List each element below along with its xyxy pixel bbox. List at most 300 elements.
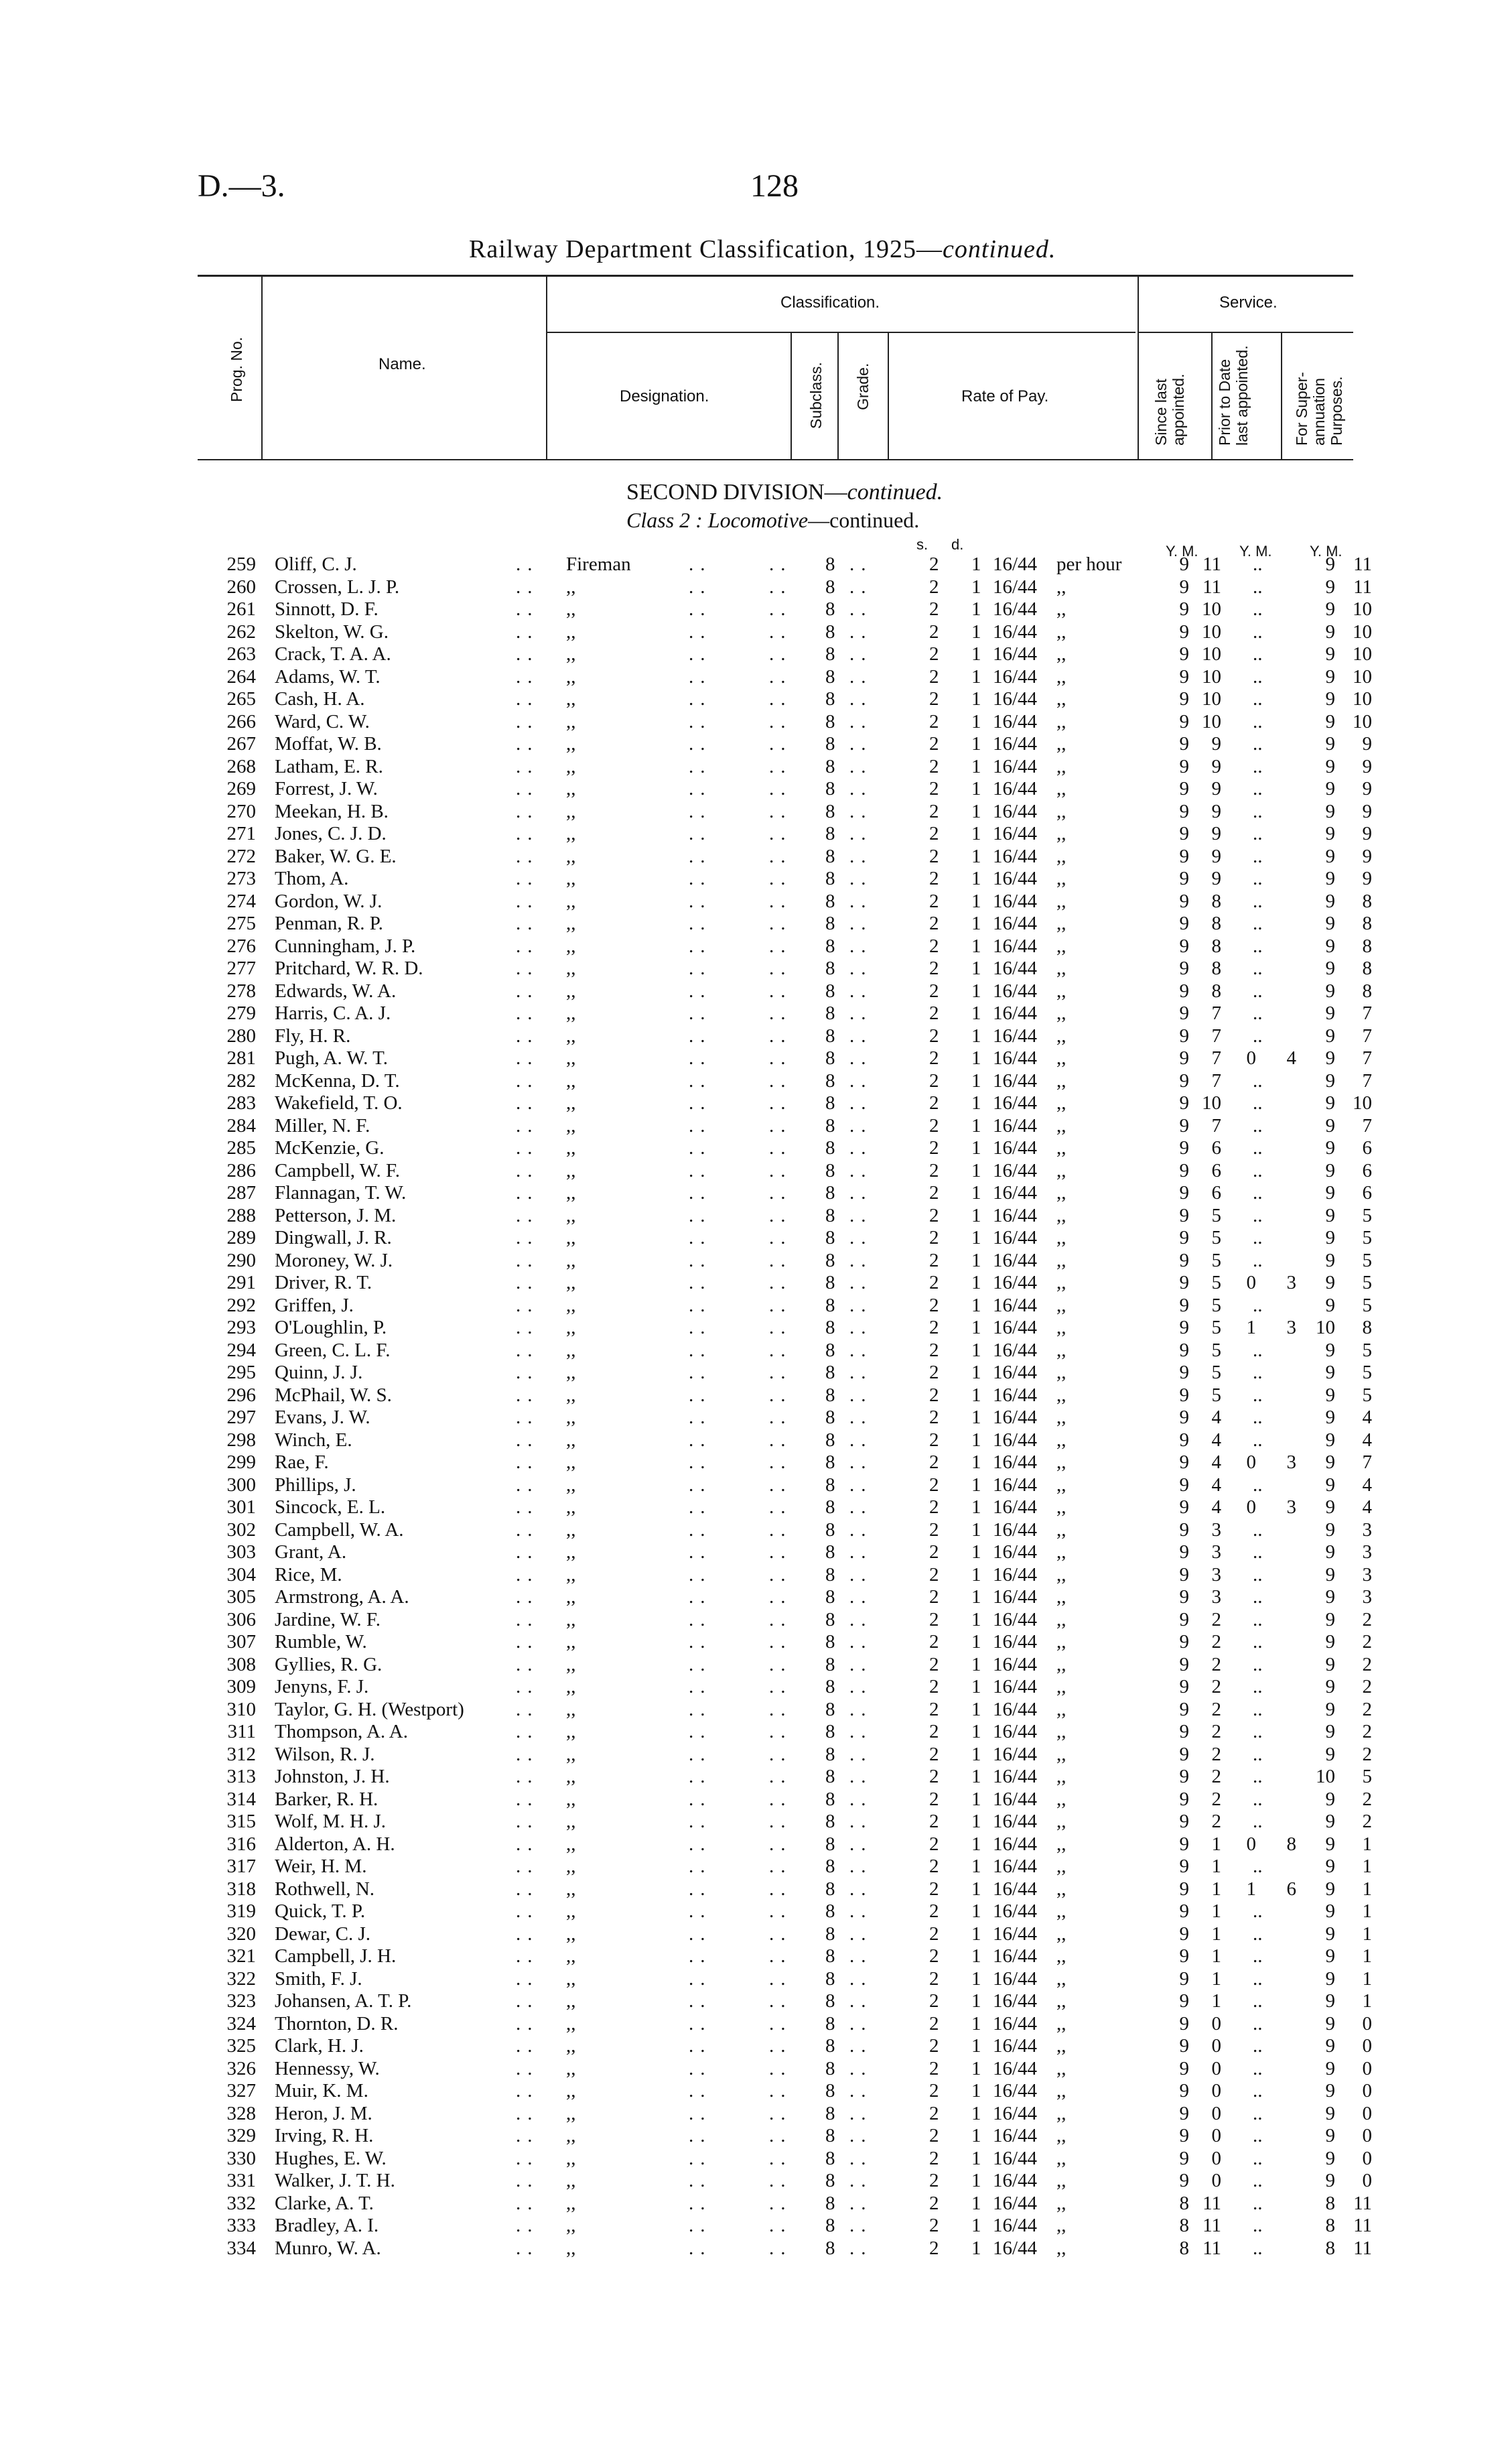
since-months: 0 — [1211, 2035, 1221, 2057]
table-row — [0, 1002, 1512, 1025]
table-row — [0, 1496, 1512, 1519]
leader-dots: .. — [516, 1384, 539, 1406]
subclass: 8 — [825, 2035, 835, 2057]
leader-dots: .. — [516, 1002, 539, 1024]
leader-dots: .. — [849, 1227, 873, 1248]
rate-pence: 1 — [971, 1900, 981, 1922]
employee-name: Gyllies, R. G. — [275, 1653, 383, 1675]
rate-pence: 1 — [971, 1698, 981, 1720]
rate-shillings: 2 — [929, 1496, 939, 1518]
leader-dots: .. — [769, 1272, 793, 1293]
super-months: 5 — [1362, 1227, 1372, 1248]
super-years: 9 — [1325, 1429, 1335, 1451]
prior-none: .. — [1253, 1541, 1263, 1563]
rate-unit: ,, — [1056, 665, 1067, 688]
rate-fraction: 16/44 — [993, 1429, 1038, 1451]
employee-name: Oliff, C. J. — [275, 554, 357, 575]
table-row — [0, 958, 1512, 980]
subclass: 8 — [825, 576, 835, 598]
subclass: 8 — [825, 1249, 835, 1271]
leader-dots: .. — [769, 643, 793, 665]
super-months: 1 — [1362, 1878, 1372, 1900]
prior-none: .. — [1253, 1586, 1263, 1608]
subclass: 8 — [825, 710, 835, 732]
leader-dots: .. — [849, 1676, 873, 1697]
since-years: 9 — [1179, 755, 1189, 777]
table-row — [0, 1137, 1512, 1160]
since-months: 1 — [1211, 1945, 1221, 1967]
rate-unit: ,, — [1056, 1766, 1067, 1787]
subclass: 8 — [825, 1474, 835, 1496]
leader-dots: .. — [516, 1563, 539, 1585]
since-months: 1 — [1211, 1833, 1221, 1855]
rate-fraction: 16/44 — [993, 1967, 1038, 1990]
prog-no: 294 — [226, 1339, 256, 1361]
since-months: 3 — [1211, 1563, 1221, 1585]
rate-fraction: 16/44 — [993, 778, 1038, 799]
super-years: 9 — [1325, 1721, 1335, 1742]
rate-unit: ,, — [1056, 1317, 1067, 1338]
since-years: 9 — [1179, 1653, 1189, 1675]
table-row — [0, 1900, 1512, 1923]
rate-pence: 1 — [971, 1047, 981, 1069]
employee-name: Campbell, W. A. — [275, 1518, 404, 1541]
since-months: 11 — [1202, 554, 1221, 575]
employee-name: Miller, N. F. — [275, 1114, 370, 1137]
rate-fraction: 16/44 — [993, 643, 1038, 665]
leader-dots: .. — [689, 1676, 712, 1697]
table-row — [0, 1631, 1512, 1654]
subclass: 8 — [825, 1047, 835, 1069]
leader-dots: .. — [849, 1002, 873, 1024]
leader-dots: .. — [849, 1496, 873, 1518]
super-months: 2 — [1362, 1811, 1372, 1832]
designation: ,, — [566, 1339, 576, 1361]
leader-dots: .. — [769, 1092, 793, 1114]
rate-pence: 1 — [971, 1788, 981, 1810]
leader-dots: .. — [516, 1856, 539, 1877]
super-years: 9 — [1325, 1586, 1335, 1608]
rate-pence: 1 — [971, 2237, 981, 2259]
leader-dots: .. — [689, 1025, 712, 1047]
since-months: 9 — [1211, 800, 1221, 822]
leader-dots: .. — [769, 1249, 793, 1271]
leader-dots: .. — [769, 1429, 793, 1451]
prog-no: 259 — [226, 554, 256, 575]
rate-unit: ,, — [1056, 1092, 1067, 1114]
designation: ,, — [566, 1092, 576, 1114]
super-months: 10 — [1353, 621, 1372, 643]
prog-no: 327 — [226, 2080, 256, 2101]
super-years: 9 — [1325, 935, 1335, 957]
rate-shillings: 2 — [929, 890, 939, 912]
rate-fraction: 16/44 — [993, 1384, 1038, 1406]
rate-unit: ,, — [1056, 1563, 1067, 1585]
subclass: 8 — [825, 1788, 835, 1810]
prior-none: .. — [1253, 1227, 1263, 1248]
leader-dots: .. — [516, 913, 539, 934]
employee-name: Rae, F. — [275, 1451, 329, 1473]
rate-pence: 1 — [971, 1945, 981, 1967]
since-years: 9 — [1179, 2170, 1189, 2191]
employee-name: Flannagan, T. W. — [275, 1182, 407, 1204]
prog-no: 311 — [227, 1721, 256, 1742]
subclass: 8 — [825, 1923, 835, 1945]
leader-dots: .. — [849, 2125, 873, 2146]
leader-dots: .. — [849, 1721, 873, 1742]
subclass: 8 — [825, 1092, 835, 1114]
prog-no: 264 — [226, 665, 256, 688]
super-years: 9 — [1325, 621, 1335, 643]
rate-shillings: 2 — [929, 1676, 939, 1697]
prior-none: .. — [1253, 1002, 1263, 1024]
table-row — [0, 2080, 1512, 2103]
employee-name: Wilson, R. J. — [275, 1743, 375, 1765]
leader-dots: .. — [769, 598, 793, 620]
subclass: 8 — [825, 1721, 835, 1742]
leader-dots: .. — [769, 1900, 793, 1922]
prior-none: .. — [1253, 2012, 1263, 2034]
subclass: 8 — [825, 1743, 835, 1765]
since-months: 10 — [1202, 688, 1221, 710]
since-months: 3 — [1211, 1586, 1221, 1608]
rate-pence: 1 — [971, 1204, 981, 1226]
rate-unit: ,, — [1056, 1429, 1067, 1451]
leader-dots: .. — [516, 1092, 539, 1114]
leader-dots: .. — [516, 1900, 539, 1922]
employee-name: O'Loughlin, P. — [275, 1317, 387, 1338]
super-years: 9 — [1325, 1608, 1335, 1630]
prior-none: .. — [1253, 1743, 1263, 1765]
prog-no: 304 — [226, 1563, 256, 1585]
super-months: 0 — [1362, 2147, 1372, 2169]
subclass: 8 — [825, 1653, 835, 1675]
prior-none: .. — [1253, 823, 1263, 844]
leader-dots: .. — [689, 1070, 712, 1092]
prior-none: .. — [1253, 1407, 1263, 1428]
rate-unit: ,, — [1056, 958, 1067, 979]
leader-dots: .. — [689, 2192, 712, 2214]
employee-name: Fly, H. R. — [275, 1025, 351, 1047]
leader-dots: .. — [849, 1451, 873, 1473]
since-years: 8 — [1179, 2237, 1189, 2259]
prog-no: 285 — [226, 1137, 256, 1159]
prior-none: .. — [1253, 2170, 1263, 2191]
designation: ,, — [566, 1204, 576, 1226]
leader-dots: .. — [516, 665, 539, 688]
leader-dots: .. — [769, 1070, 793, 1092]
prog-no: 330 — [226, 2147, 256, 2169]
leader-dots: .. — [849, 1945, 873, 1967]
rate-unit: ,, — [1056, 868, 1067, 889]
super-months: 10 — [1353, 643, 1372, 665]
col-divider-2 — [546, 275, 547, 460]
leader-dots: .. — [689, 1856, 712, 1877]
rate-unit: ,, — [1056, 1811, 1067, 1832]
subclass: 8 — [825, 1631, 835, 1653]
leader-dots: .. — [689, 1272, 712, 1293]
leader-dots: .. — [769, 2170, 793, 2191]
leader-dots: .. — [516, 643, 539, 665]
leader-dots: .. — [849, 1698, 873, 1720]
leader-dots: .. — [516, 1541, 539, 1563]
rate-pence: 1 — [971, 1159, 981, 1181]
rate-unit: per hour — [1056, 554, 1122, 575]
since-months: 0 — [1211, 2012, 1221, 2034]
prior-none: .. — [1253, 913, 1263, 934]
rate-pence: 1 — [971, 1227, 981, 1248]
prog-no: 317 — [226, 1856, 256, 1877]
prog-no: 329 — [226, 2125, 256, 2146]
prior-none: .. — [1253, 1182, 1263, 1204]
rate-shillings: 2 — [929, 598, 939, 620]
since-years: 9 — [1179, 1631, 1189, 1653]
super-months: 0 — [1362, 2102, 1372, 2124]
rate-unit: ,, — [1056, 1878, 1067, 1900]
employee-name: Cunningham, J. P. — [275, 935, 416, 957]
prog-no: 260 — [226, 576, 256, 598]
prog-no: 328 — [226, 2102, 256, 2124]
subclass: 8 — [825, 665, 835, 688]
leader-dots: .. — [516, 778, 539, 799]
leader-dots: .. — [689, 845, 712, 867]
rate-shillings: 2 — [929, 1856, 939, 1877]
prior-years: 0 — [1246, 1833, 1256, 1855]
rate-shillings: 2 — [929, 710, 939, 732]
leader-dots: .. — [516, 576, 539, 598]
leader-dots: .. — [689, 1833, 712, 1855]
prog-no: 274 — [226, 890, 256, 912]
table-row — [0, 1474, 1512, 1497]
designation: ,, — [566, 755, 576, 777]
designation: ,, — [566, 1182, 576, 1204]
prior-none: .. — [1253, 598, 1263, 620]
super-months: 7 — [1362, 1002, 1372, 1024]
rate-pence: 1 — [971, 1384, 981, 1406]
rate-shillings: 2 — [929, 1900, 939, 1922]
prior-none: .. — [1253, 1945, 1263, 1967]
prog-no: 283 — [226, 1092, 256, 1114]
prog-no: 292 — [226, 1294, 256, 1316]
prog-no: 319 — [226, 1900, 256, 1922]
employee-name: Munro, W. A. — [275, 2237, 381, 2259]
rate-shillings: 2 — [929, 1608, 939, 1630]
prog-no: 300 — [226, 1474, 256, 1496]
super-years: 10 — [1316, 1317, 1335, 1338]
since-years: 9 — [1179, 554, 1189, 575]
subclass: 8 — [825, 1990, 835, 2012]
leader-dots: .. — [849, 1114, 873, 1137]
employee-name: Cash, H. A. — [275, 688, 365, 710]
rate-fraction: 16/44 — [993, 1025, 1038, 1047]
super-months: 4 — [1362, 1407, 1372, 1428]
rate-shillings: 2 — [929, 2237, 939, 2259]
leader-dots: .. — [689, 1249, 712, 1271]
rate-pence: 1 — [971, 2102, 981, 2124]
since-months: 0 — [1211, 2102, 1221, 2124]
super-years: 9 — [1325, 800, 1335, 822]
rate-fraction: 16/44 — [993, 980, 1038, 1002]
prog-no: 306 — [226, 1608, 256, 1630]
subclass: 8 — [825, 1227, 835, 1248]
rate-shillings: 2 — [929, 2057, 939, 2079]
rate-fraction: 16/44 — [993, 1945, 1038, 1967]
leader-dots: .. — [689, 1900, 712, 1922]
designation: ,, — [566, 1317, 576, 1338]
rate-unit: ,, — [1056, 1182, 1067, 1204]
division-heading — [626, 480, 943, 505]
rate-unit: ,, — [1056, 755, 1067, 777]
rate-pence: 1 — [971, 643, 981, 665]
subclass: 8 — [825, 2192, 835, 2214]
rate-pence: 1 — [971, 1608, 981, 1630]
super-years: 9 — [1325, 1541, 1335, 1563]
since-months: 2 — [1211, 1631, 1221, 1653]
since-months: 9 — [1211, 733, 1221, 755]
prog-no: 266 — [226, 710, 256, 732]
leader-dots: .. — [689, 2080, 712, 2101]
employee-name: Penman, R. P. — [275, 913, 383, 934]
since-years: 9 — [1179, 1967, 1189, 1990]
prog-no: 312 — [226, 1743, 256, 1765]
since-months: 11 — [1202, 576, 1221, 598]
super-years: 9 — [1325, 845, 1335, 867]
leader-dots: .. — [516, 980, 539, 1002]
employee-name: McPhail, W. S. — [275, 1384, 392, 1406]
super-months: 2 — [1362, 1788, 1372, 1810]
since-years: 9 — [1179, 1137, 1189, 1159]
designation: ,, — [566, 868, 576, 889]
employee-name: Pritchard, W. R. D. — [275, 958, 423, 979]
leader-dots: .. — [849, 1900, 873, 1922]
rate-shillings: 2 — [929, 1766, 939, 1787]
designation: ,, — [566, 1833, 576, 1855]
col-divider-3 — [791, 333, 792, 460]
since-years: 9 — [1179, 1945, 1189, 1967]
subclass: 8 — [825, 2170, 835, 2191]
super-months: 2 — [1362, 1653, 1372, 1675]
subclass: 8 — [825, 1317, 835, 1338]
designation: ,, — [566, 2215, 576, 2236]
rate-unit: ,, — [1056, 1743, 1067, 1765]
rate-shillings: 2 — [929, 1384, 939, 1406]
since-months: 1 — [1211, 1923, 1221, 1945]
designation: ,, — [566, 1541, 576, 1563]
leader-dots: .. — [516, 2035, 539, 2057]
prog-no: 272 — [226, 845, 256, 867]
since-years: 9 — [1179, 1002, 1189, 1024]
employee-name: Weir, H. M. — [275, 1856, 367, 1877]
since-years: 9 — [1179, 710, 1189, 732]
col-divider-4 — [837, 333, 839, 460]
super-years: 9 — [1325, 1496, 1335, 1518]
col-subclass: Subclass. — [807, 362, 825, 429]
leader-dots: .. — [689, 733, 712, 755]
since-months: 0 — [1211, 2080, 1221, 2101]
leader-dots: .. — [849, 980, 873, 1002]
since-months: 7 — [1211, 1002, 1221, 1024]
designation: ,, — [566, 1586, 576, 1608]
leader-dots: .. — [689, 2125, 712, 2146]
leader-dots: .. — [769, 1608, 793, 1630]
super-years: 9 — [1325, 1900, 1335, 1922]
super-months: 0 — [1362, 2080, 1372, 2101]
rate-pence: 1 — [971, 1676, 981, 1697]
employee-name: Smith, F. J. — [275, 1967, 362, 1990]
rate-fraction: 16/44 — [993, 1227, 1038, 1248]
rate-pence: 1 — [971, 1811, 981, 1832]
prog-no: 325 — [226, 2035, 256, 2057]
super-years: 9 — [1325, 1159, 1335, 1181]
table-row — [0, 778, 1512, 801]
rate-unit: ,, — [1056, 823, 1067, 844]
rate-shillings: 2 — [929, 1653, 939, 1675]
since-months: 11 — [1202, 2237, 1221, 2259]
rate-fraction: 16/44 — [993, 2125, 1038, 2146]
since-months: 8 — [1211, 980, 1221, 1002]
leader-dots: .. — [516, 733, 539, 755]
table-row — [0, 1025, 1512, 1048]
employee-name: Quinn, J. J. — [275, 1362, 363, 1383]
super-months: 3 — [1362, 1518, 1372, 1541]
table-row — [0, 733, 1512, 756]
prog-no: 277 — [226, 958, 256, 979]
prog-no: 295 — [226, 1362, 256, 1383]
leader-dots: .. — [849, 1923, 873, 1945]
table-row — [0, 1833, 1512, 1856]
subclass: 8 — [825, 2147, 835, 2169]
since-months: 2 — [1211, 1743, 1221, 1765]
super-months: 8 — [1362, 935, 1372, 957]
designation: ,, — [566, 598, 576, 620]
col-prior-to-date: Prior to Date last appointed. — [1216, 345, 1251, 446]
rate-pence: 1 — [971, 554, 981, 575]
super-months: 1 — [1362, 1856, 1372, 1877]
leader-dots: .. — [849, 1563, 873, 1585]
rate-unit: ,, — [1056, 913, 1067, 934]
rate-shillings: 2 — [929, 1788, 939, 1810]
leader-dots: .. — [769, 1833, 793, 1855]
leader-dots: .. — [769, 1967, 793, 1990]
rate-shillings: 2 — [929, 1721, 939, 1742]
since-years: 9 — [1179, 800, 1189, 822]
designation: ,, — [566, 778, 576, 799]
leader-dots: .. — [849, 1362, 873, 1383]
leader-dots: .. — [516, 890, 539, 912]
prog-no: 270 — [226, 800, 256, 822]
rate-pence: 1 — [971, 1653, 981, 1675]
since-months: 5 — [1211, 1227, 1221, 1248]
leader-dots: .. — [689, 1407, 712, 1428]
since-years: 9 — [1179, 823, 1189, 844]
leader-dots: .. — [689, 2237, 712, 2259]
rate-shillings: 2 — [929, 2125, 939, 2146]
rate-fraction: 16/44 — [993, 1294, 1038, 1316]
since-months: 7 — [1211, 1114, 1221, 1137]
leader-dots: .. — [769, 1159, 793, 1181]
rate-pence: 1 — [971, 778, 981, 799]
super-months: 10 — [1353, 688, 1372, 710]
leader-dots: .. — [516, 1272, 539, 1293]
employee-name: Bradley, A. I. — [275, 2215, 379, 2236]
since-months: 5 — [1211, 1249, 1221, 1271]
prog-no: 322 — [226, 1967, 256, 1990]
leader-dots: .. — [769, 958, 793, 979]
rate-unit: ,, — [1056, 643, 1067, 665]
employee-name: Barker, R. H. — [275, 1788, 379, 1810]
subclass: 8 — [825, 2215, 835, 2236]
super-months: 10 — [1353, 1092, 1372, 1114]
